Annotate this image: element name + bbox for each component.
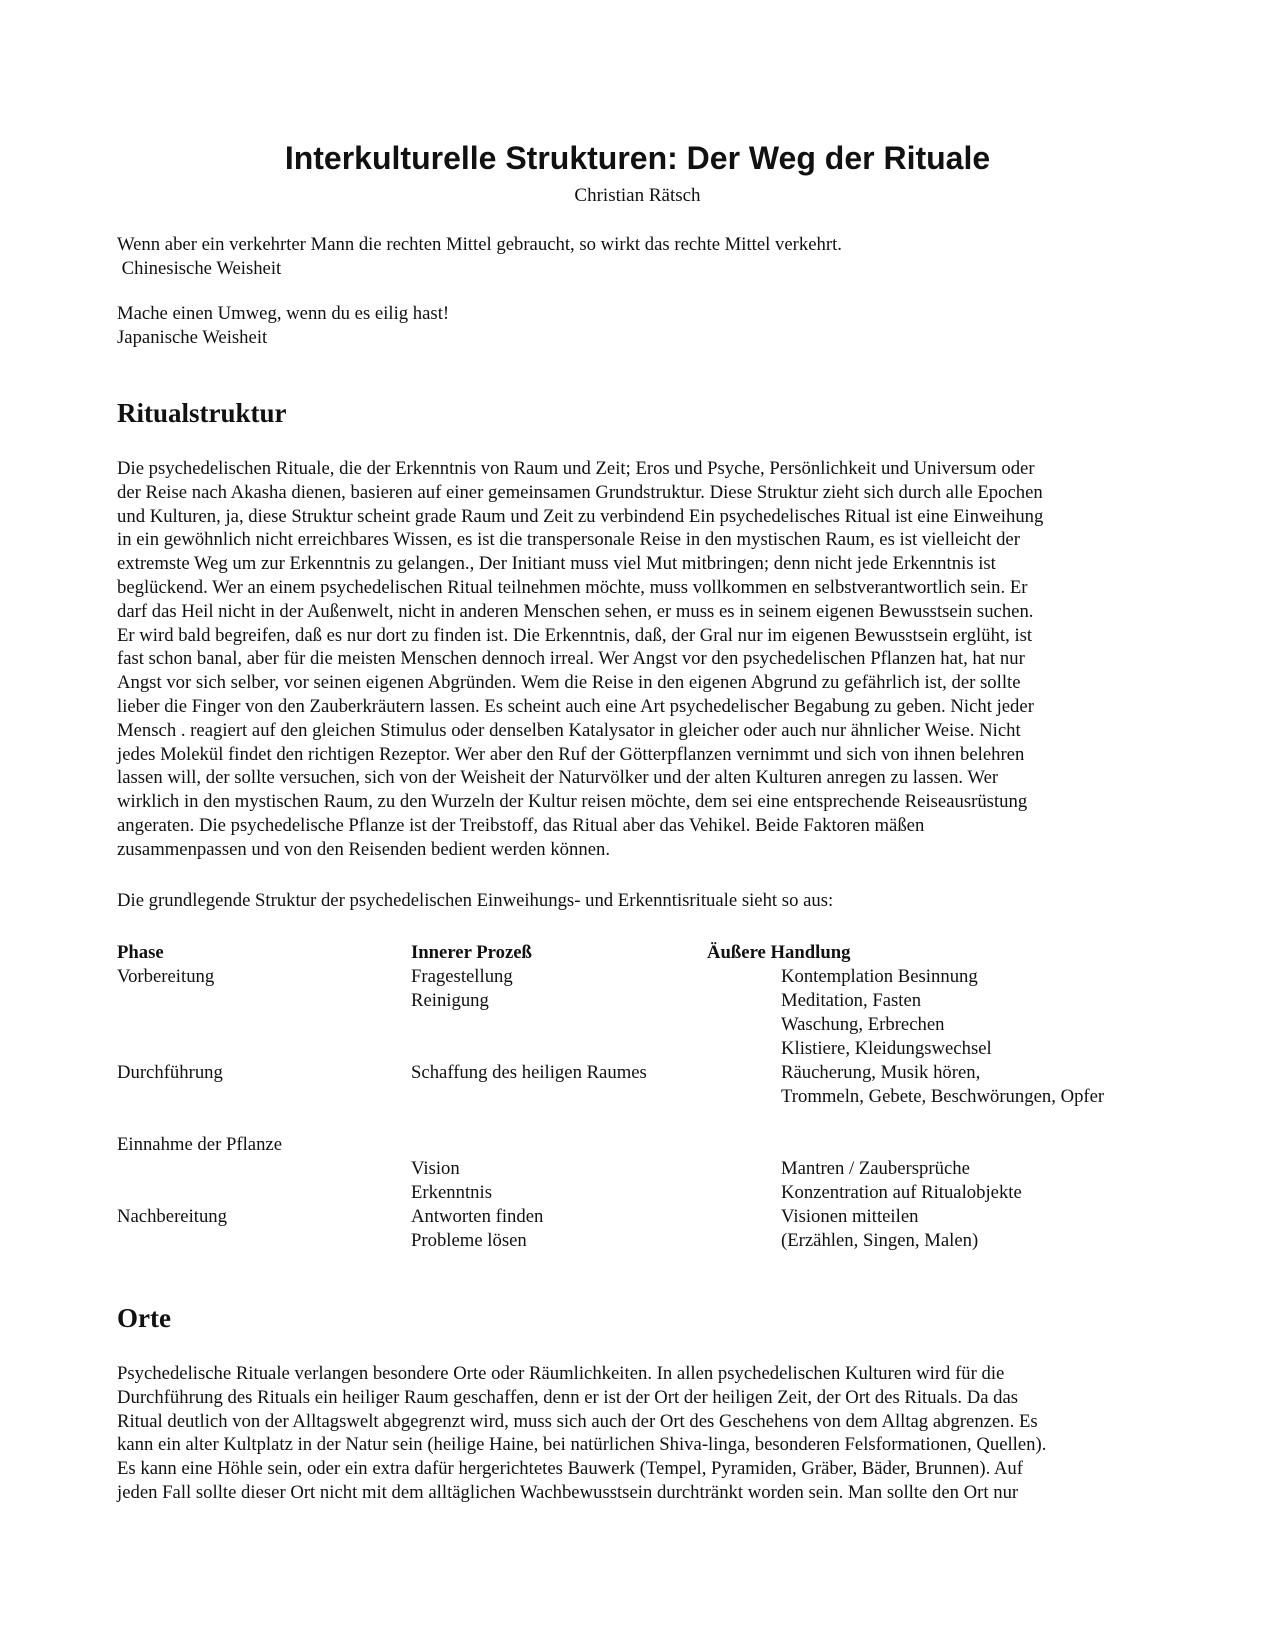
section-heading-orte: Orte bbox=[117, 1303, 171, 1333]
table-header-inner: Innerer Prozeß bbox=[411, 942, 532, 963]
table-cell-inner: Antworten finden bbox=[411, 1206, 544, 1227]
table-cell-phase: Vorbereitung bbox=[117, 966, 215, 987]
paragraph-line: Die psychedelischen Rituale, die der Erkenntnis von Raum und Zeit; Eros und Psyche, Persönlichkeit und Universum oder bbox=[117, 458, 1035, 479]
epigraph-text: Wenn aber ein verkehrter Mann die rechten Mittel gebraucht, so wirkt das rechte Mittel verkehrt. bbox=[117, 234, 842, 255]
table-cell-inner: Schaffung des heiligen Raumes bbox=[411, 1062, 647, 1083]
ritual-structure-table bbox=[117, 941, 1167, 1261]
paragraph-line: wirklich in den mystischen Raum, zu den Wurzeln der Kultur reisen möchte, dem sei eine entsprechende Reiseausrüstung bbox=[117, 791, 1028, 813]
document-title: Interkulturelle Strukturen: Der Weg der Rituale bbox=[284, 140, 991, 176]
table-cell-inner: Fragestellung bbox=[411, 966, 513, 987]
paragraph-line: lieber die Finger von den Zauberkräutern lassen. Es scheint auch eine Art psychedelischer Begabung zu geben. Nicht jeder bbox=[117, 695, 1034, 717]
author-name: Christian Rätsch bbox=[574, 185, 701, 206]
table-cell-outer: Klistiere, Kleidungswechsel bbox=[781, 1038, 992, 1059]
paragraph-line: jedes Molekül findet den richtigen Rezeptor. Wer aber den Ruf der Götterpflanzen vernimmt und sich von ihnen belehren bbox=[117, 743, 1025, 765]
table-intro bbox=[117, 889, 1157, 913]
table-cell-phase: Durchführung bbox=[117, 1062, 223, 1083]
paragraph-orte bbox=[117, 1362, 1157, 1505]
paragraph-line: extremste Weg um zur Erkenntnis zu gelangen., Der Initiant muss viel Mut mitbringen; denn nicht jede Erkenntnis ist bbox=[117, 553, 996, 575]
table-cell-outer: (Erzählen, Singen, Malen) bbox=[781, 1230, 979, 1251]
table-cell-outer: Räucherung, Musik hören, bbox=[781, 1062, 981, 1083]
table-cell-inner: Erkenntnis bbox=[411, 1182, 492, 1203]
table-cell-outer: Mantren / Zaubersprüche bbox=[781, 1158, 970, 1179]
table-cell-outer: Meditation, Fasten bbox=[781, 990, 922, 1011]
paragraph-line: und Kulturen, ja, diese Struktur scheint grade Raum und Zeit zu verbindend Ein psychedelisches Ritual ist eine Einweihung bbox=[117, 505, 1044, 527]
epigraph-1 bbox=[117, 233, 842, 281]
table-header-phase: Phase bbox=[117, 942, 164, 963]
paragraph-line: angeraten. Die psychedelische Pflanze ist der Treibstoff, das Ritual aber das Vehikel. Beide Faktoren mäßen bbox=[117, 814, 925, 836]
table-cell-inner: Vision bbox=[411, 1158, 460, 1179]
paragraph-line: Angst vor sich selber, vor seinen eigenen Abgründen. Wem die Reise in den eigenen Abgrund zu gefährlich ist, der sollte bbox=[117, 672, 1021, 694]
table-cell-outer: Konzentration auf Ritualobjekte bbox=[781, 1182, 1022, 1203]
paragraph-line: fast schon banal, aber für die meisten Menschen dennoch irreal. Wer Angst vor den psychedelischen Pflanzen hat, hat nur bbox=[117, 648, 1025, 670]
table-cell-outer: Waschung, Erbrechen bbox=[781, 1014, 945, 1035]
paragraph-line: Psychedelische Rituale verlangen besondere Orte oder Räumlichkeiten. In allen psychedelischen Kulturen wird für die bbox=[117, 1363, 1005, 1384]
paragraph-line: Mensch . reagiert auf den gleichen Stimulus oder denselben Katalysator in gleicher oder auch nur ähnlicher Weise. Nicht bbox=[117, 719, 1021, 741]
epigraph-text: Mache einen Umweg, wenn du es eilig hast! bbox=[117, 303, 450, 324]
paragraph-ritualstruktur bbox=[117, 457, 1157, 862]
table-cell-phase: Einnahme der Pflanze bbox=[117, 1134, 283, 1155]
paragraph-line: Ritual deutlich von der Alltagswelt abgegrenzt wird, muss sich auch der Ort des Geschehens von dem Alltag abgrenzen. Es bbox=[117, 1410, 1038, 1432]
paragraph-line: darf das Heil nicht in der Außenwelt, nicht in anderen Menschen sehen, er muss es in seinem eigenen Bewusstsein suchen. bbox=[117, 600, 1034, 622]
paragraph-line: lassen will, der sollte versuchen, sich von der Weisheit der Naturvölker und der alten Kulturen anregen zu lassen. Wer bbox=[117, 767, 999, 789]
paragraph-line: Durchführung des Rituals ein heiliger Raum geschaffen, denn er ist der Ort der heiligen Zeit, der Ort des Rituals. Da das bbox=[117, 1386, 1019, 1408]
section-heading-ritualstruktur: Ritualstruktur bbox=[117, 398, 287, 428]
epigraph-source: Japanische Weisheit bbox=[117, 327, 268, 348]
epigraph-source: Chinesische Weisheit bbox=[117, 258, 282, 279]
table-cell-phase: Nachbereitung bbox=[117, 1206, 227, 1227]
epigraph-2 bbox=[117, 302, 449, 350]
table-cell-inner: Reinigung bbox=[411, 990, 489, 1011]
paragraph-line: zusammenpassen und von den Reisenden bedient werden können. bbox=[117, 838, 611, 860]
paragraph-line: beglückend. Wer an einem psychedelischen Ritual teilnehmen möchte, muss vollkommen en selbstverantwortlich sein. Er bbox=[117, 576, 1028, 598]
table-intro-text: Die grundlegende Struktur der psychedelischen Einweihungs- und Erkenntisrituale sieht so aus: bbox=[117, 890, 834, 911]
table-cell-outer: Visionen mitteilen bbox=[781, 1206, 919, 1227]
table-header-outer: Äußere Handlung bbox=[707, 942, 851, 963]
paragraph-line: Es kann eine Höhle sein, oder ein extra dafür hergerichtetes Bauwerk (Tempel, Pyramiden, Gräber, Bäder, Brunnen). Auf bbox=[117, 1458, 1023, 1480]
paragraph-line: in ein gewöhnlich nicht erreichbares Wissen, es ist die transpersonale Reise in den mystischen Raum, es ist vielleicht der bbox=[117, 529, 1020, 551]
table-cell-outer: Trommeln, Gebete, Beschwörungen, Opfer bbox=[781, 1086, 1105, 1107]
paragraph-line: Er wird bald begreifen, daß es nur dort zu finden ist. Die Erkenntnis, daß, der Gral nur im eigenen Bewusstsein erglüht, ist bbox=[117, 624, 1033, 646]
table-cell-inner: Probleme lösen bbox=[411, 1230, 527, 1251]
paragraph-line: jeden Fall sollte dieser Ort nicht mit dem alltäglichen Wachbewusstsein durchtränkt worden sein. Man sollte den Ort nur bbox=[117, 1481, 1019, 1503]
paragraph-line: der Reise nach Akasha dienen, basieren auf einer gemeinsamen Grundstruktur. Diese Struktur zieht sich durch alle Epochen bbox=[117, 481, 1043, 503]
paragraph-line: kann ein alter Kultplatz in der Natur sein (heilige Haine, bei natürlichen Shiva-linga, besonderen Felsformationen, Quellen). bbox=[117, 1434, 1047, 1456]
table-cell-outer: Kontemplation Besinnung bbox=[781, 966, 978, 987]
